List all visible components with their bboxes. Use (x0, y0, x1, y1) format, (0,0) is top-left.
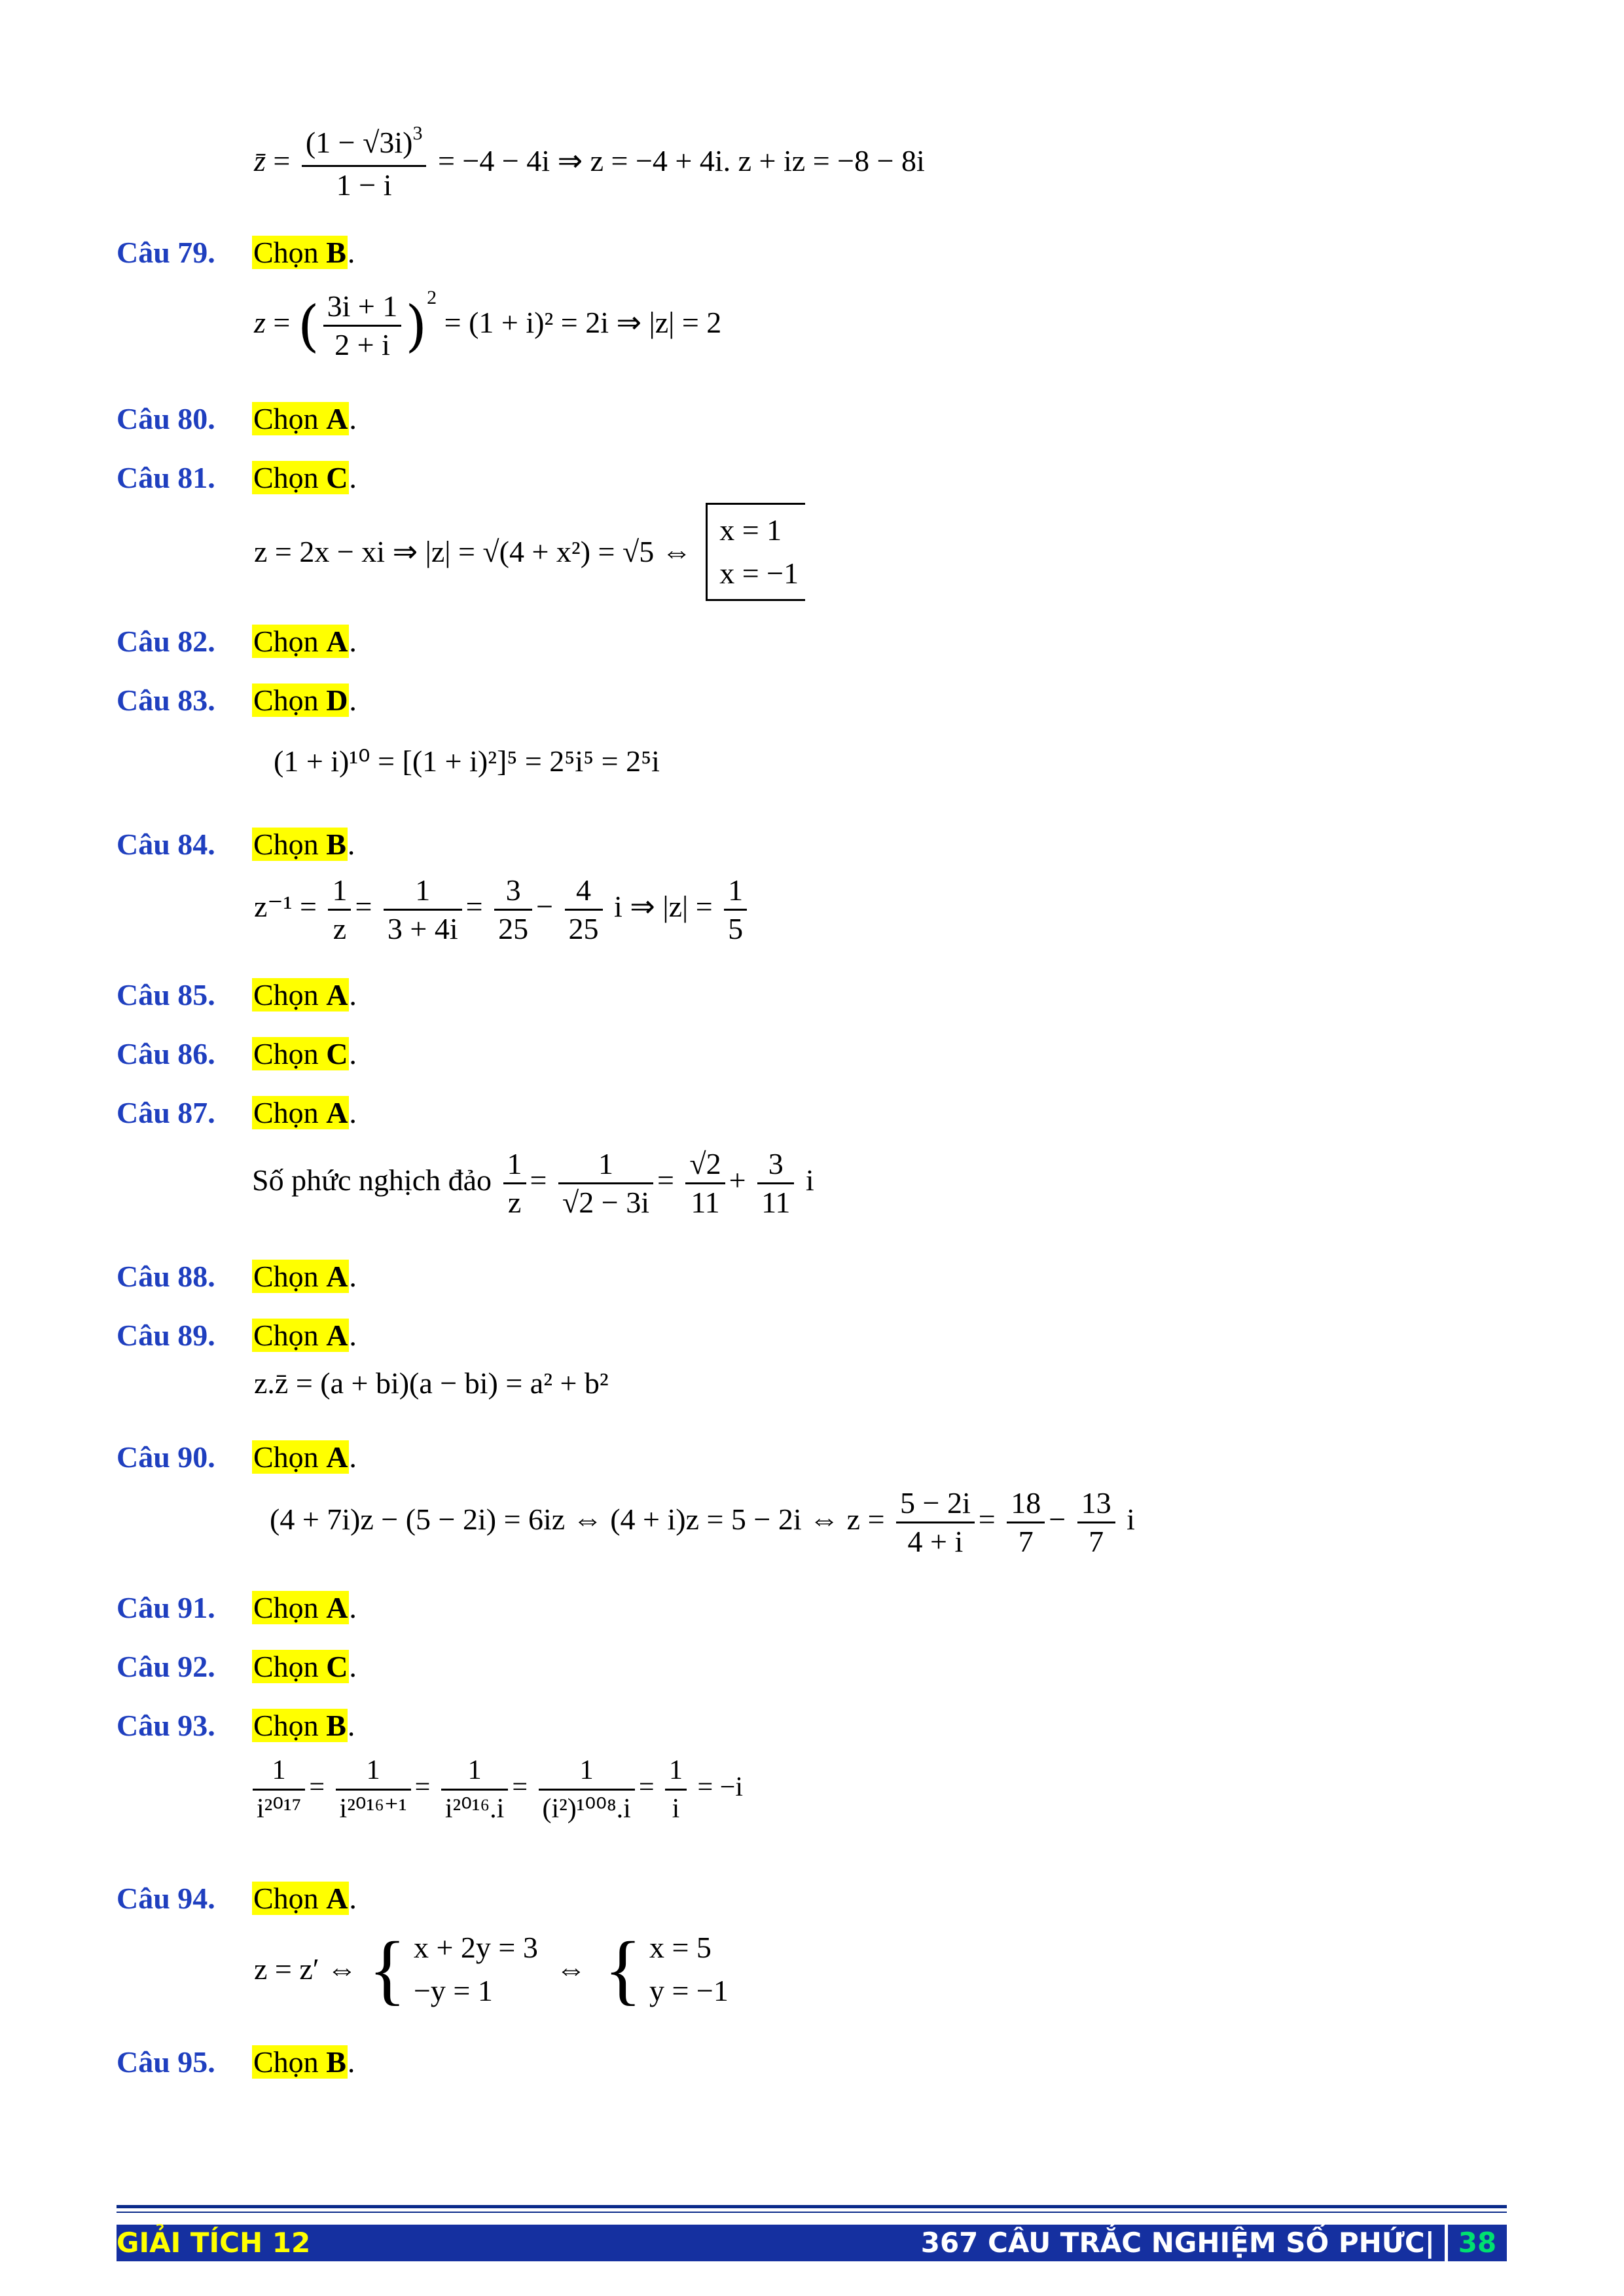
equation-84: z⁻¹ = $\frac{1}{z}$ = $\frac{1}{3 + 4i}$ = $\frac{3}{25}$ − $\frac{4}{25}$ i ⇒ |z| = $\frac{1}{5}$ (254, 872, 751, 947)
equation-87: Số phức nghịch đảo $\frac{1}{z}$ = $\frac{1}{√2 - 3i}$ = $\frac{√2}{11}$ + $\frac{3}{11}$ i (252, 1147, 814, 1219)
question-95: Câu 95. Chọn B. (117, 2045, 355, 2079)
equation-83: (1 + i)¹⁰ = [(1 + i)²]⁵ = 2⁵i⁵ = 2⁵i (274, 744, 660, 778)
question-82: Câu 82. Chọn A. (117, 625, 357, 658)
footer-rule-thin (117, 2212, 1507, 2213)
question-91: Câu 91. Chọn A. (117, 1591, 357, 1624)
question-90: Câu 90. Chọn A. (117, 1440, 357, 1474)
equation-78: z̄ = $\frac{(1 - √3i)^3}{1 - i}$ = −4 − 4i ⇒ z = −4 + 4i. z + iz = −8 − 8i (254, 124, 925, 204)
question-83: Câu 83. Chọn D. (117, 683, 357, 717)
equation-94: z = z′ ⇔ { x + 2y = 3 −y = 1 ⇔ { x = 5 y = −1 (254, 1925, 729, 2013)
question-85: Câu 85. Chọn A. (117, 978, 357, 1011)
fraction: $\frac{(1 - √3i)^3}{1 - i}$ (302, 124, 427, 204)
page-footer (117, 2225, 1507, 2261)
equation-81: z = 2x − xi ⇒ |z| = √(4 + x²) = √5 ⇔ x = 1 x = −1 (254, 503, 805, 601)
question-94: Câu 94. Chọn A. (117, 1882, 357, 1915)
question-88: Câu 88. Chọn A. (117, 1260, 357, 1293)
question-81: Câu 81. Chọn C. (117, 461, 357, 494)
equation-93: $\frac{1}{\text{i²⁰¹⁷}}$ = $\frac{1}{\text{i²⁰¹⁶⁺¹}}$ = $\frac{1}{\text{i²⁰¹⁶.i}}$ = $\frac{1}{\text{(i²)¹⁰⁰⁸.i}}$ = $\frac{1}{i}$ = −i (249, 1752, 743, 1827)
question-87: Câu 87. Chọn A. (117, 1096, 357, 1129)
equation-89: z.z̄ = (a + bi)(a − bi) = a² + b² (254, 1366, 609, 1400)
equation-90: (4 + 7i)z − (5 − 2i) = 6iz ⇔ (4 + i)z = 5 − 2i ⇔ z = $\frac{5 - 2i}{4 + i}$ = $\frac{18}{7}$ − $\frac{13}{7}$ i (270, 1486, 1135, 1558)
question-93: Câu 93. Chọn B. (117, 1709, 355, 1742)
footer-left-title: GIẢI TÍCH 12 (117, 2227, 311, 2259)
question-86: Câu 86. Chọn C. (117, 1037, 357, 1070)
equation-79: z = ( $\frac{3i + 1}{2 + i}$ )$^2$ = (1 + i)² = 2i ⇒ |z| = 2 (254, 287, 722, 361)
footer-rule (117, 2205, 1507, 2208)
question-84: Câu 84. Chọn B. (117, 828, 355, 861)
question-80: Câu 80. Chọn A. (117, 402, 357, 435)
page-number: 38 (1445, 2225, 1507, 2261)
question-92: Câu 92. Chọn C. (117, 1650, 357, 1683)
question-79: Câu 79. Chọn B. (117, 236, 355, 269)
question-89: Câu 89. Chọn A. (117, 1319, 357, 1352)
footer-right-title: 367 CÂU TRẮC NGHIỆM SỐ PHỨC| (920, 2227, 1435, 2259)
